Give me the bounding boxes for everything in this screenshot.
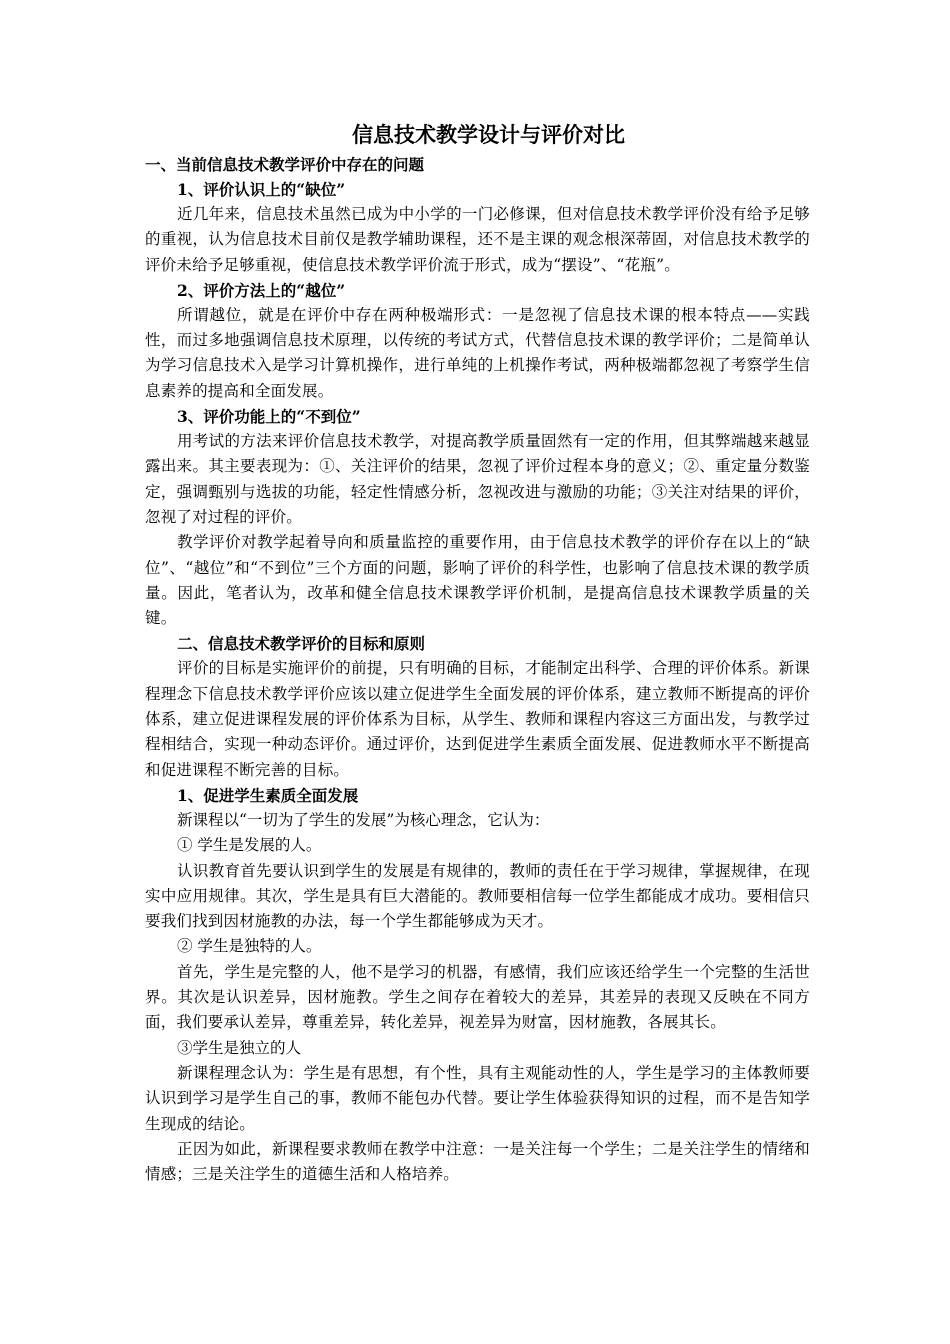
list-item-title: ① 学生是发展的人。 [177, 836, 322, 855]
paragraph: 用考试的方法来评价信息技术教学，对提高教学质量固然有一定的作用，但其弊端越来越显露出来。其主要表现为：①、关注评价的结果，忽视了评价过程本身的意义；②、重定量分数鉴定，强调甄别与选拔的功能，轻定性情感分析，忽视改进与激励的功能；③关注对结果的评价，忽视了对过程的评价。 [145, 432, 810, 526]
paragraph: 正因为如此，新课程要求教师在教学中注意：一是关注每一个学生；二是关注学生的情绪和情感；三是关注学生的道德生活和人格培养。 [145, 1139, 810, 1184]
paragraph: 评价的目标是实施评价的前提，只有明确的目标，才能制定出科学、合理的评价体系。新课程理念下信息技术教学评价应该以建立促进学生全面发展的评价体系，建立教师不断提高的评价体系，建立促进课程发展的评价体系为目标，从学生、教师和课程内容这三方面出发，与教学过程相结合，实现一种动态评价。通过评价，达到促进学生素质全面发展、促进教师水平不断提高和促进课程不断完善的目标。 [145, 659, 810, 779]
paragraph: 新课程理念认为：学生是有思想，有个性，具有主观能动性的人，学生是学习的主体教师要认识到学习是学生自己的事，教师不能包办代替。要让学生体验获得知识的过程，而不是告知学生现成的结论。 [145, 1063, 810, 1133]
section-heading-2: 二、信息技术教学评价的目标和原则 [177, 634, 426, 654]
subsection-heading: 1、促进学生素质全面发展 [177, 785, 359, 805]
subsection-heading: 2、评价方法上的“越位” [177, 280, 346, 300]
paragraph: 认识教育首先要认识到学生的发展是有规律的，教师的责任在于学习规律，掌握规律，在现实中应用规律。其次，学生是具有巨大潜能的。教师要相信每一位学生都能成才成功。要相信只要我们找到因材施教的办法，每一个学生都能够成为天才。 [145, 861, 810, 931]
document-body [145, 118, 810, 1187]
document-title: 信息技术教学设计与评价对比 [352, 122, 625, 147]
paragraph: 教学评价对教学起着导向和质量监控的重要作用，由于信息技术教学的评价存在以上的“缺位”、“越位”和“不到位”三个方面的问题，影响了评价的科学性，也影响了信息技术课的教学质量。因此，笔者认为，改革和健全信息技术课教学评价机制，是提高信息技术课教学质量的关键。 [145, 533, 810, 628]
section-heading-1: 一、当前信息技术教学评价中存在的问题 [145, 155, 425, 174]
paragraph: 首先，学生是完整的人，他不是学习的机器，有感情，我们应该还给学生一个完整的生活世界。其次是认识差异，因材施教。学生之间存在着较大的差异，其差异的表现又反映在不同方面，我们要承认差异，尊重差异，转化差异，视差异为财富，因材施教，各展其长。 [145, 962, 810, 1032]
subsection-heading: 1、评价认识上的“缺位” [177, 180, 346, 199]
list-item-title: ③学生是独立的人 [177, 1038, 302, 1057]
subsection-heading: 3、评价功能上的“不到位” [177, 407, 361, 427]
list-item-title: ② 学生是独特的人。 [177, 937, 322, 956]
paragraph: 近几年来，信息技术虽然已成为中小学的一门必修课，但对信息技术教学评价没有给予足够的重视，认为信息技术目前仅是教学辅助课程，还不是主课的观念根深蒂固，对信息技术教学的评价未给予足够重视，使信息技术教学评价流于形式，成为“摆设”、“花瓶”。 [145, 205, 810, 274]
paragraph: 新课程以“一切为了学生的发展”为核心理念，它认为： [177, 810, 550, 829]
paragraph: 所谓越位，就是在评价中存在两种极端形式：一是忽视了信息技术课的根本特点——实践性，而过多地强调信息技术原理，以传统的考试方式，代替信息技术课的教学评价；二是简单认为学习信息技术入是学习计算机操作，进行单纯的上机操作考试，两种极端都忽视了考察学生信息素养的提高和全面发展。 [145, 305, 810, 400]
